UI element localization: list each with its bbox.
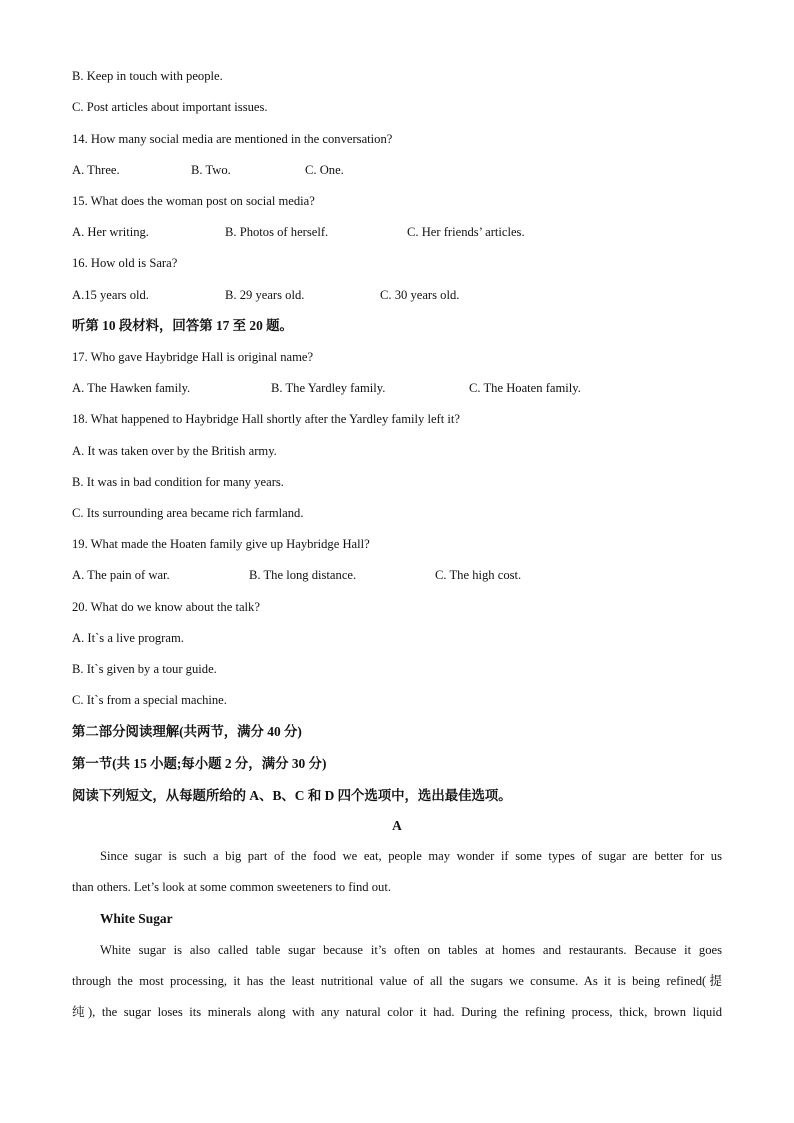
- question-18-option-b: B. It was in bad condition for many years.: [72, 475, 284, 489]
- question-14: 14. How many social media are mentioned in the conversation?: [72, 132, 393, 146]
- question-17: 17. Who gave Haybridge Hall is original name?: [72, 350, 314, 364]
- question-18: 18. What happened to Haybridge Hall shortly after the Yardley family left it?: [72, 412, 460, 426]
- paragraph-2-line-1: White sugar is also called table sugar because it’s often on tables at homes and restaurants. Because it goes: [100, 943, 722, 957]
- question-15-option-a: A. Her writing.: [72, 225, 149, 239]
- question-15-option-b: B. Photos of herself.: [225, 225, 329, 239]
- question-17-option-a: A. The Hawken family.: [72, 381, 191, 395]
- question-20-option-a: A. It`s a live program.: [72, 631, 184, 645]
- question-16: 16. How old is Sara?: [72, 256, 178, 270]
- question-14-option-a: A. Three.: [72, 163, 120, 177]
- question-16-option-b: B. 29 years old.: [225, 288, 305, 302]
- paragraph-1-line-1: Since sugar is such a big part of the food we eat, people may wonder if some types of sugar are better for us: [100, 849, 722, 863]
- question-13-option-b: B. Keep in touch with people.: [72, 69, 223, 83]
- paragraph-1-line-2: than others. Let’s look at some common sweeteners to find out.: [72, 880, 391, 894]
- question-14-option-c: C. One.: [305, 163, 344, 177]
- question-15-option-c: C. Her friends’ articles.: [407, 225, 525, 239]
- question-20-option-b: B. It`s given by a tour guide.: [72, 662, 217, 676]
- reading-instructions: 阅读下列短文，从每题所给的 A、B、C 和 D 四个选项中，选出最佳选项。: [72, 788, 512, 803]
- question-17-option-c: C. The Hoaten family.: [469, 381, 581, 395]
- passage-label: A: [392, 818, 402, 833]
- paragraph-2-line-3: 纯), the sugar loses its minerals along with any natural color it had. During the refining process, thick, brown liquid: [72, 1005, 722, 1019]
- part-2-heading: 第二部分阅读理解(共两节，满分 40 分): [72, 724, 302, 739]
- question-15: 15. What does the woman post on social media?: [72, 194, 315, 208]
- question-13-option-c: C. Post articles about important issues.: [72, 100, 268, 114]
- question-19-option-c: C. The high cost.: [435, 568, 522, 582]
- question-16-option-c: C. 30 years old.: [380, 288, 460, 302]
- section-1-heading: 第一节(共 15 小题;每小题 2 分，满分 30 分): [72, 756, 327, 771]
- question-18-option-c: C. Its surrounding area became rich farmland.: [72, 506, 304, 520]
- section-10-heading: 听第 10 段材料，回答第 17 至 20 题。: [72, 318, 293, 333]
- question-19-option-b: B. The long distance.: [249, 568, 357, 582]
- question-14-option-b: B. Two.: [191, 163, 231, 177]
- question-19: 19. What made the Hoaten family give up Haybridge Hall?: [72, 537, 370, 551]
- question-20: 20. What do we know about the talk?: [72, 600, 260, 614]
- question-18-option-a: A. It was taken over by the British army.: [72, 444, 277, 458]
- question-17-option-b: B. The Yardley family.: [271, 381, 386, 395]
- question-20-option-c: C. It`s from a special machine.: [72, 693, 227, 707]
- subheading: White Sugar: [100, 911, 173, 926]
- question-16-option-a: A.15 years old.: [72, 288, 149, 302]
- question-19-option-a: A. The pain of war.: [72, 568, 170, 582]
- paragraph-2-line-2: through the most processing, it has the least nutritional value of all the sugars we consume. As it is being refined(提: [72, 974, 722, 988]
